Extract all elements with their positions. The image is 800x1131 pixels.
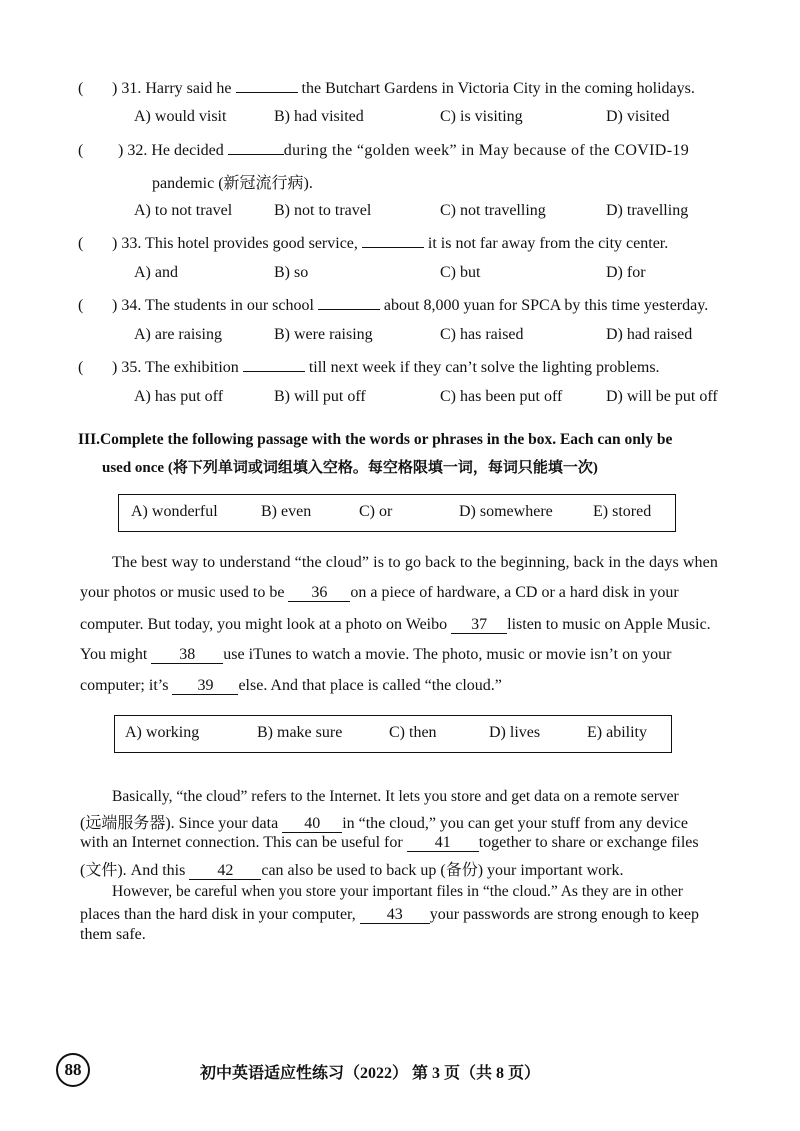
word-option: A) working [125, 724, 200, 741]
question-text: it is not far away from the city center. [427, 235, 669, 252]
passage-line [80, 584, 740, 602]
passage-text: together to share or exchange files [478, 834, 699, 851]
page-footer: 初中英语适应性练习（2022） 第 3 页（共 8 页） [200, 1065, 541, 1082]
passage-text: on a piece of hardware, a CD or a hard disk in your [350, 584, 679, 601]
passage-line: them safe. [80, 926, 146, 943]
passage-text: in “the cloud,” you can get your stuff from any device [342, 815, 688, 832]
question-number: ) 31. [112, 80, 142, 97]
blank-43: 43 [360, 907, 430, 924]
question-text: the Butchart Gardens in Victoria City in the coming holidays. [301, 80, 695, 97]
answer-paren: ( [78, 80, 84, 97]
word-option: C) or [359, 503, 393, 520]
option-a: A) to not travel [134, 202, 233, 219]
passage-line [80, 857, 740, 880]
passage-line [80, 646, 740, 664]
options-33 [134, 264, 734, 286]
passage-text: computer. But today, you might look at a photo on Weibo [80, 616, 448, 633]
word-option: E) stored [593, 503, 652, 520]
passage-text: with an Internet connection. This can be useful for [80, 834, 403, 851]
option-b: B) not to travel [274, 202, 372, 219]
question-text: during the “golden week” in May because of the COVID-19 [283, 142, 690, 159]
passage-line [80, 677, 740, 695]
option-c: C) not travelling [440, 202, 546, 219]
question-34 [78, 295, 708, 315]
question-number: ) 35. [112, 359, 142, 376]
word-option: B) even [261, 503, 312, 520]
blank-42: 42 [189, 863, 261, 880]
word-option: A) wonderful [131, 503, 218, 520]
question-text: He decided [151, 142, 224, 159]
passage-line [80, 616, 740, 634]
option-a: A) and [134, 264, 178, 281]
passage-text: listen to music on Apple Music. [507, 616, 711, 633]
answer-paren: ( [78, 235, 84, 252]
answer-paren: ( [78, 142, 84, 159]
word-option: D) somewhere [459, 503, 553, 520]
options-34 [134, 326, 734, 348]
option-c: C) is visiting [440, 108, 523, 125]
option-d: D) for [606, 264, 646, 281]
word-option: D) lives [489, 724, 541, 741]
word-box-1 [118, 494, 676, 532]
option-d: D) visited [606, 108, 670, 125]
blank-39: 39 [172, 678, 238, 695]
section-instruction: III.Complete the following passage with the words or phrases in the box. Each can only be [78, 431, 673, 448]
option-d: D) had raised [606, 326, 693, 343]
option-d: D) will be put off [606, 388, 718, 405]
option-b: B) were raising [274, 326, 373, 343]
question-text: Harry said he [145, 80, 232, 97]
option-c: C) has been put off [440, 388, 563, 405]
option-b: B) will put off [274, 388, 366, 405]
question-text-continued: pandemic (新冠流行病). [152, 175, 313, 192]
blank-36: 36 [288, 585, 350, 602]
word-option: B) make sure [257, 724, 343, 741]
option-b: B) had visited [274, 108, 364, 125]
option-d: D) travelling [606, 202, 689, 219]
question-text: about 8,000 yuan for SPCA by this time yesterday. [383, 297, 709, 314]
question-text: The exhibition [145, 359, 239, 376]
question-number: ) 33. [112, 235, 142, 252]
question-32 [78, 140, 742, 160]
question-31 [78, 78, 695, 98]
answer-paren: ( [78, 359, 84, 376]
options-32 [134, 202, 734, 224]
section-instruction-cn: used once (将下列单词或词组填入空格。每空格限填一词，每词只能填一次) [102, 460, 598, 476]
question-number: ) 32. [118, 142, 148, 159]
passage-text: use iTunes to watch a movie. The photo, music or movie isn’t on your [223, 646, 672, 663]
passage-line: Basically, “the cloud” refers to the Internet. It lets you store and get data on a remote server [112, 788, 679, 805]
answer-blank [236, 78, 298, 93]
passage-text: You might [80, 646, 148, 663]
answer-blank [243, 357, 305, 372]
page-badge: 88 [56, 1053, 90, 1087]
answer-blank [362, 233, 424, 248]
passage-text: computer; it’s [80, 677, 169, 694]
word-box-2 [114, 715, 672, 753]
question-text: till next week if they can’t solve the lighting problems. [308, 359, 660, 376]
option-a: A) are raising [134, 326, 222, 343]
blank-40: 40 [282, 816, 342, 833]
answer-paren: ( [78, 297, 84, 314]
question-text: The students in our school [145, 297, 314, 314]
passage-line [80, 810, 740, 833]
question-number: ) 34. [112, 297, 142, 314]
passage-text: else. And that place is called “the cloud.” [238, 677, 502, 694]
passage-line: The best way to understand “the cloud” is to go back to the beginning, back in the days when [112, 554, 718, 571]
passage-line [80, 834, 740, 852]
passage-line [80, 906, 740, 924]
passage-text: can also be used to back up (备份) your important work. [261, 862, 624, 879]
question-text: This hotel provides good service, [145, 235, 358, 252]
option-c: C) has raised [440, 326, 524, 343]
word-option: E) ability [587, 724, 647, 741]
option-c: C) but [440, 264, 481, 281]
question-35 [78, 357, 660, 377]
blank-37: 37 [451, 617, 507, 634]
option-a: A) would visit [134, 108, 227, 125]
section-heading [78, 426, 744, 482]
question-33 [78, 233, 668, 253]
options-31 [134, 108, 734, 130]
passage-text: your photos or music used to be [80, 584, 285, 601]
word-option: C) then [389, 724, 437, 741]
passage-text: (文件). And this [80, 862, 186, 879]
options-35 [134, 388, 734, 410]
option-b: B) so [274, 264, 309, 281]
answer-blank [228, 140, 284, 155]
passage-line: However, be careful when you store your important files in “the cloud.” As they are in other [112, 883, 683, 900]
blank-41: 41 [407, 835, 479, 852]
passage-text: (远端服务器). Since your data [80, 815, 279, 832]
blank-38: 38 [151, 647, 223, 664]
passage-text: places than the hard disk in your computer, [80, 906, 356, 923]
answer-blank [318, 295, 380, 310]
passage-text: your passwords are strong enough to keep [429, 906, 700, 923]
option-a: A) has put off [134, 388, 224, 405]
